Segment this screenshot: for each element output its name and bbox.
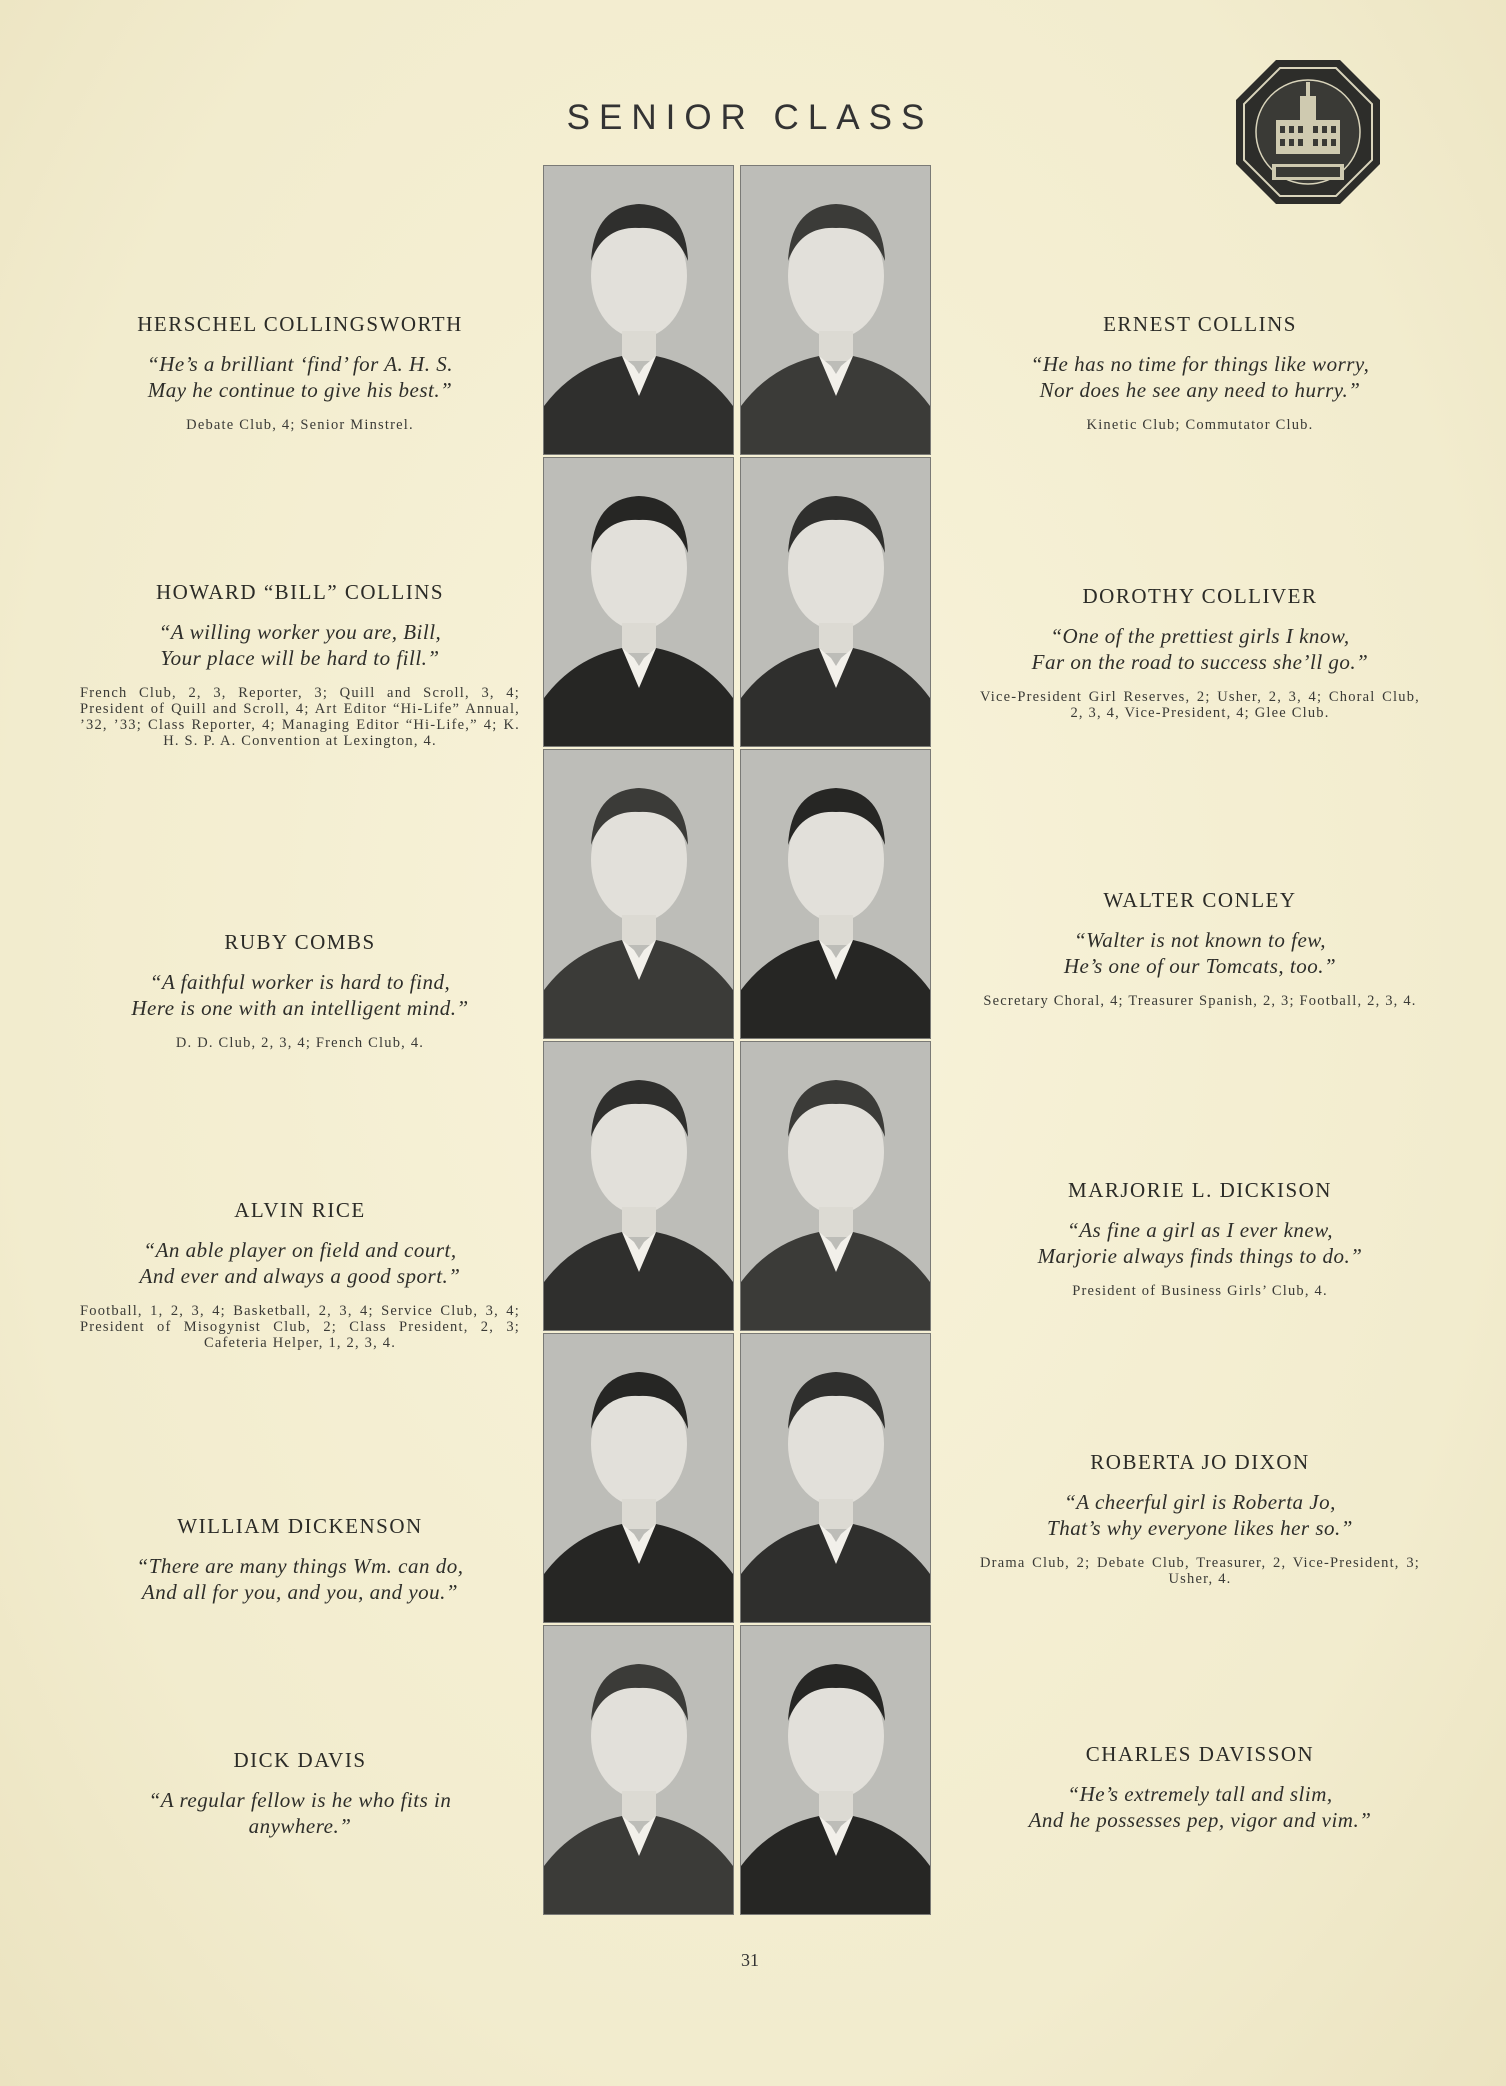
student-name: HOWARD “BILL” COLLINS [155, 580, 445, 604]
student-portrait [543, 749, 734, 1039]
student-entry [980, 888, 1420, 1009]
student-entry [980, 584, 1420, 721]
student-quote: “As fine a girl as I ever knew, Marjorie always finds things to do.” [1037, 1218, 1363, 1268]
student-activities: French Club, 2, 3, Reporter, 3; Quill and Scroll, 3, 4; President of Quill and Scroll, 4; Art Editor “Hi-Life” Annual, ’32, ’33; Class Reporter, 4; Managing Editor “Hi-Life,” 4; K. H. S. P. A. Convention at Lexington, 4. [80, 685, 520, 749]
student-quote: “He’s a brilliant ‘find’ for A. H. S. May he continue to give his best.” [147, 352, 453, 402]
student-entry [80, 1514, 520, 1619]
student-activities: Football, 1, 2, 3, 4; Basketball, 2, 3, 4; Service Club, 3, 4; President of Misogynist Club, 2; Class President, 2, 3; Cafeteria Helper, 1, 2, 3, 4. [80, 1303, 520, 1351]
student-portrait [740, 749, 931, 1039]
student-quote: “One of the prettiest girls I know, Far on the road to success she’ll go.” [1031, 624, 1369, 674]
student-portrait [543, 1333, 734, 1623]
student-quote: “A regular fellow is he who fits in anywhere.” [148, 1788, 452, 1838]
student-activities: President of Business Girls’ Club, 4. [1072, 1283, 1328, 1299]
student-portrait [740, 1041, 931, 1331]
student-entry [980, 312, 1420, 433]
student-name: MARJORIE L. DICKISON [1068, 1178, 1332, 1202]
student-name: ERNEST COLLINS [1103, 312, 1297, 336]
student-activities: Secretary Choral, 4; Treasurer Spanish, 2, 3; Football, 2, 3, 4. [983, 993, 1417, 1009]
student-entry [80, 1748, 520, 1853]
student-name: WILLIAM DICKENSON [177, 1514, 423, 1538]
student-portrait [543, 165, 734, 455]
student-activities: Kinetic Club; Commutator Club. [1086, 417, 1314, 433]
student-portrait [740, 1333, 931, 1623]
student-name: CHARLES DAVISSON [1085, 1742, 1315, 1766]
student-entry [980, 1450, 1420, 1587]
student-portrait [740, 1625, 931, 1915]
student-name: WALTER CONLEY [1103, 888, 1297, 912]
student-quote: “There are many things Wm. can do, And all for you, and you, and you.” [136, 1554, 464, 1604]
student-entry [980, 1178, 1420, 1299]
student-portrait [543, 1625, 734, 1915]
student-activities: Debate Club, 4; Senior Minstrel. [186, 417, 414, 433]
student-entry [80, 1198, 520, 1351]
student-name: HERSCHEL COLLINGSWORTH [137, 312, 463, 336]
student-quote: “An able player on field and court, And ever and always a good sport.” [139, 1238, 461, 1288]
student-name: DOROTHY COLLIVER [1082, 584, 1318, 608]
student-activities: Vice-President Girl Reserves, 2; Usher, 2, 3, 4; Choral Club, 2, 3, 4, Vice-President, 4; Glee Club. [980, 689, 1420, 721]
student-entry [80, 930, 520, 1051]
student-quote: “A cheerful girl is Roberta Jo, That’s why everyone likes her so.” [1047, 1490, 1353, 1540]
student-name: ROBERTA JO DIXON [1090, 1450, 1310, 1474]
photo-column [543, 165, 933, 1915]
student-activities: Drama Club, 2; Debate Club, Treasurer, 2, Vice-President, 3; Usher, 4. [980, 1555, 1420, 1587]
student-quote: “A willing worker you are, Bill, Your place will be hard to fill.” [158, 620, 442, 670]
student-name: RUBY COMBS [224, 930, 376, 954]
student-portrait [543, 1041, 734, 1331]
student-portrait [740, 457, 931, 747]
student-entry [80, 580, 520, 749]
student-name: DICK DAVIS [233, 1748, 367, 1772]
student-activities: D. D. Club, 2, 3, 4; French Club, 4. [175, 1035, 425, 1051]
student-portrait [543, 457, 734, 747]
page-title: SENIOR CLASS [566, 98, 934, 137]
school-seal-icon [1232, 56, 1384, 208]
student-quote: “He’s extremely tall and slim, And he possesses pep, vigor and vim.” [1028, 1782, 1372, 1832]
student-portrait [740, 165, 931, 455]
student-quote: “He has no time for things like worry, Nor does he see any need to hurry.” [1030, 352, 1370, 402]
student-quote: “A faithful worker is hard to find, Here is one with an intelligent mind.” [131, 970, 469, 1020]
student-entry [980, 1742, 1420, 1847]
student-entry [80, 312, 520, 433]
page-number: 31 [741, 1950, 759, 1970]
student-name: ALVIN RICE [234, 1198, 366, 1222]
student-quote: “Walter is not known to few, He’s one of our Tomcats, too.” [1063, 928, 1337, 978]
